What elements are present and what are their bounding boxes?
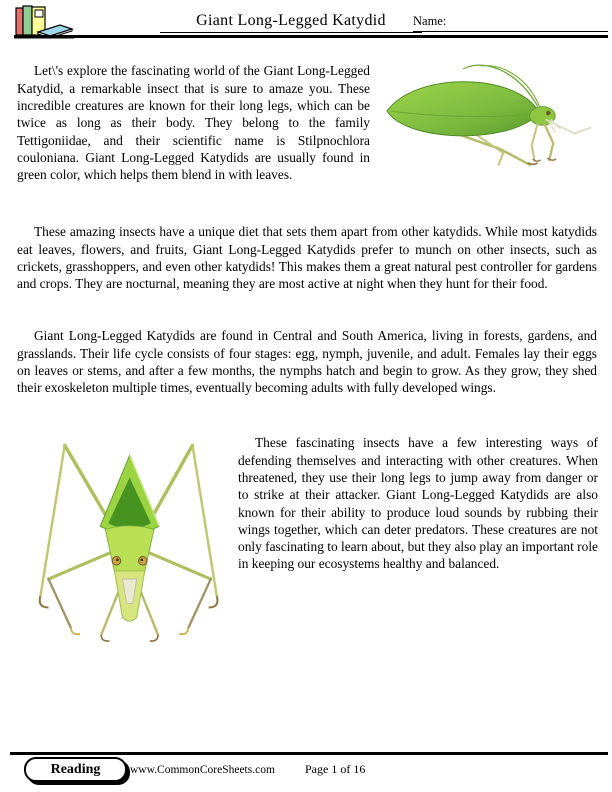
article-paragraph-1: Let\'s explore the fascinating world of the Giant Long-Legged Katydid, a remarkable insect that is sure to amaze you. These incredible creatures are known for their long legs, which can be twice as long as their body. They belong to the family Tettigoniidae, and their scientific name is Stilpnochlora couloniana. Giant Long-Legged Katydids are usually found in green color, which helps them blend in with leaves. <box>17 63 370 183</box>
name-field <box>413 14 608 32</box>
article-paragraph-3: Giant Long-Legged Katydids are found in Central and South America, living in forests, gardens, and grasslands. Their life cycle consists of four stages: egg, nymph, juvenile, and adult. Females lay their eggs on leaves or stems, and after a few months, the nymphs hatch and begin to grow. As they grow, they shed their exoskeleton multiple times, eventually becoming adults with fully developed wings. <box>17 328 597 396</box>
page-number: Page 1 of 16 <box>305 762 366 776</box>
katydid-front-photo <box>12 428 230 648</box>
category-badge-label: Reading <box>50 761 101 777</box>
books-stack-icon <box>14 3 74 39</box>
name-label: Name: <box>413 14 447 28</box>
katydid-side-photo <box>383 55 608 168</box>
article-paragraph-4: These fascinating insects have a few interesting ways of defending themselves and interacting with other creatures. When threatened, they use their long legs to jump away from danger or to strike at their attacker. Giant Long-Legged Katydids are also known for their ability to produce loud sounds by rubbing their wings together, which can deter predators. These creatures are not only fascinating to learn about, but they also play an important role in keeping our ecosystems healthy and balanced. <box>238 435 598 572</box>
header-divider <box>14 35 608 38</box>
article-paragraph-2: These amazing insects have a unique diet that sets them apart from other katydids. While most katydids eat leaves, flowers, and fruits, Giant Long-Legged Katydids prefer to munch on other insects, such as crickets, grasshoppers, and even other katydids! This makes them a great natural pest controller for gardens and crops. They are nocturnal, meaning they are most active at night when they hunt for their food. <box>17 224 597 292</box>
category-badge <box>24 757 127 782</box>
footer-divider <box>10 752 608 755</box>
website-text: www.CommonCoreSheets.com <box>130 764 275 776</box>
page-title: Giant Long-Legged Katydid <box>160 12 422 33</box>
